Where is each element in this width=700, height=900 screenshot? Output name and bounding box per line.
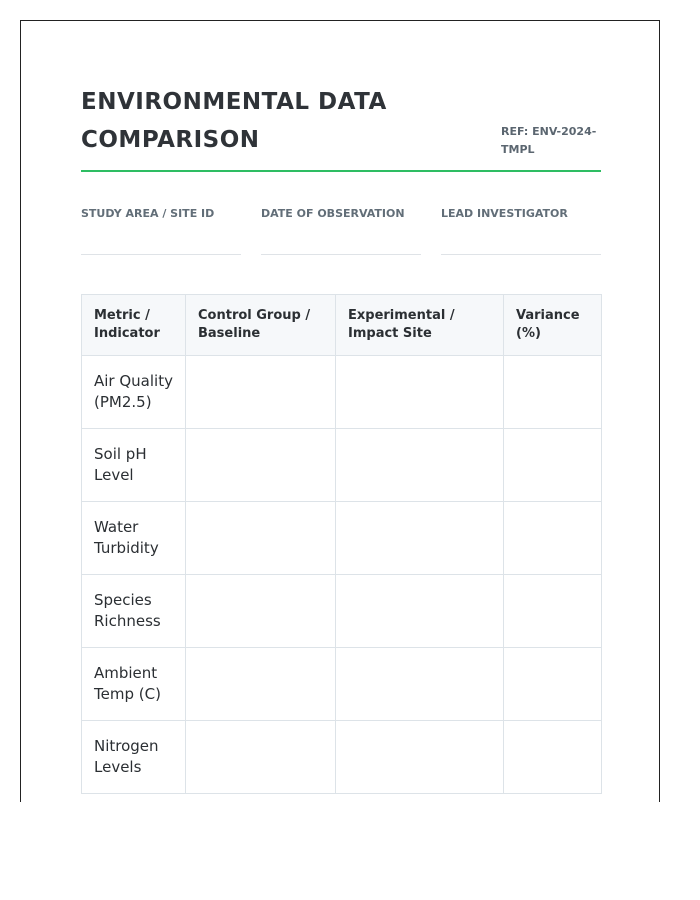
experimental-cell[interactable] <box>336 575 504 648</box>
column-header-variance: Variance (%) <box>504 295 602 356</box>
metric-cell: Ambient Temp (C) <box>82 648 186 721</box>
observation-date-label: DATE OF OBSERVATION <box>261 207 405 220</box>
experimental-cell[interactable] <box>336 356 504 429</box>
observation-date-field[interactable] <box>261 207 421 255</box>
variance-cell[interactable] <box>504 356 602 429</box>
comparison-table-container <box>81 294 601 794</box>
site-id-label: STUDY AREA / SITE ID <box>81 207 215 220</box>
variance-cell[interactable] <box>504 721 602 794</box>
metric-cell: Species Richness <box>82 575 186 648</box>
site-id-field[interactable] <box>81 207 241 255</box>
metric-cell: Nitrogen Levels <box>82 721 186 794</box>
variance-cell[interactable] <box>504 648 602 721</box>
experimental-cell[interactable] <box>336 648 504 721</box>
experimental-cell[interactable] <box>336 721 504 794</box>
document-page <box>20 20 660 802</box>
document-header <box>81 21 601 172</box>
experimental-cell[interactable] <box>336 429 504 502</box>
table-row <box>82 575 602 648</box>
table-row <box>82 502 602 575</box>
control-cell[interactable] <box>186 721 336 794</box>
variance-cell[interactable] <box>504 575 602 648</box>
lead-investigator-label: LEAD INVESTIGATOR <box>441 207 568 220</box>
control-cell[interactable] <box>186 575 336 648</box>
control-cell[interactable] <box>186 429 336 502</box>
experimental-cell[interactable] <box>336 502 504 575</box>
control-cell[interactable] <box>186 648 336 721</box>
column-header-control: Control Group / Baseline <box>186 295 336 356</box>
metadata-fields <box>81 207 601 255</box>
table-row <box>82 721 602 794</box>
table-row <box>82 648 602 721</box>
table-row <box>82 429 602 502</box>
table-row <box>82 356 602 429</box>
variance-cell[interactable] <box>504 429 602 502</box>
metric-cell: Water Turbidity <box>82 502 186 575</box>
metric-cell: Soil pH Level <box>82 429 186 502</box>
document-title: ENVIRONMENTAL DATA COMPARISON <box>81 89 387 153</box>
metric-cell: Air Quality (PM2.5) <box>82 356 186 429</box>
document-body <box>81 21 601 776</box>
column-header-metric: Metric / Indicator <box>82 295 186 356</box>
table-header-row <box>82 295 602 356</box>
column-header-experimental: Experimental / Impact Site <box>336 295 504 356</box>
reference-code: REF: ENV-2024-TMPL <box>501 125 597 156</box>
variance-cell[interactable] <box>504 502 602 575</box>
control-cell[interactable] <box>186 356 336 429</box>
lead-investigator-field[interactable] <box>441 207 601 255</box>
control-cell[interactable] <box>186 502 336 575</box>
comparison-table <box>81 294 602 794</box>
